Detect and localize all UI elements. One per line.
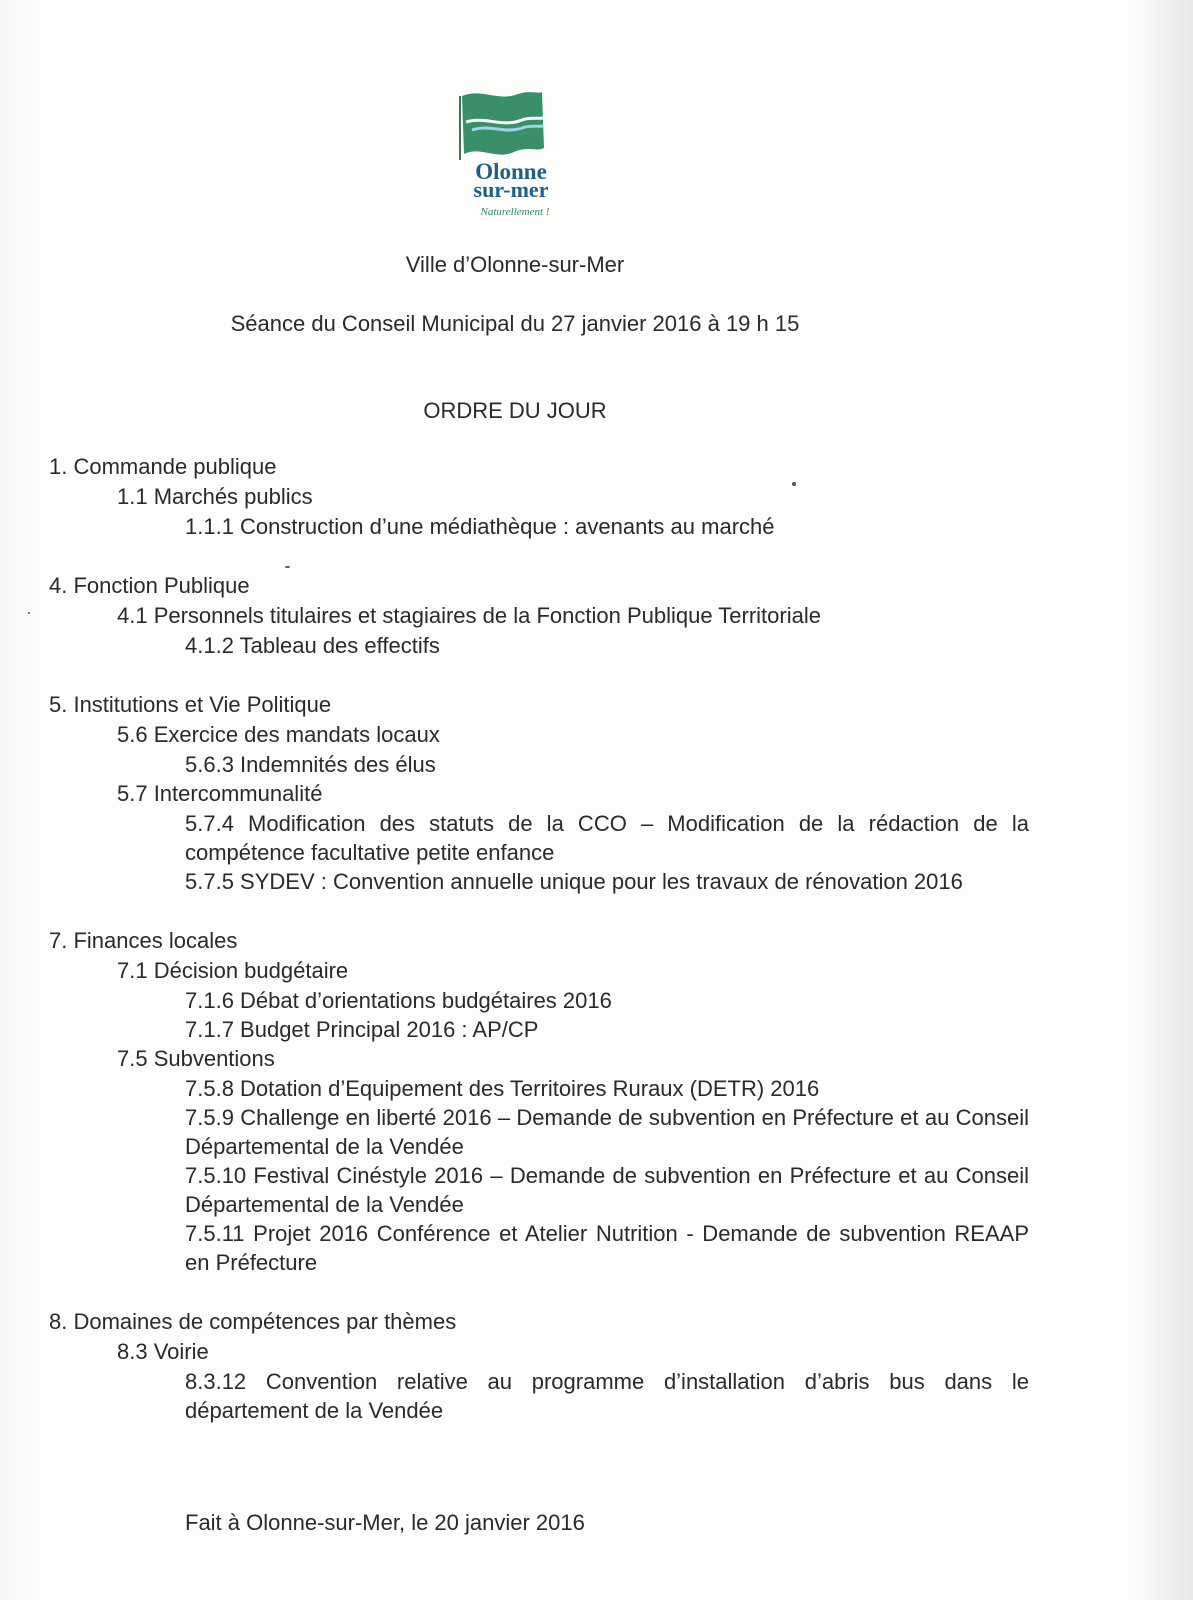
agenda-item: 7.1.6 Débat d’orientations budgétaires 2016: [185, 988, 612, 1013]
logo-line-1: Olonne: [475, 159, 547, 184]
agenda-item: 5.7.5 SYDEV : Convention annuelle unique pour les travaux de rénovation 2016: [185, 869, 963, 894]
subsection-title: 5.7 Intercommunalité: [117, 781, 323, 806]
agenda-item: 7.5.11 Projet 2016 Conférence et Atelier Nutrition - Demande de subvention REAAP en Préfecture: [185, 1221, 1029, 1275]
scan-speck: [285, 566, 290, 568]
city-name: Ville d’Olonne-sur-Mer: [405, 252, 625, 277]
signature-line: Fait à Olonne-sur-Mer, le 20 janvier 2016: [185, 1510, 585, 1535]
agenda-item: 5.7.4 Modification des statuts de la CCO – Modification de la rédaction de la compétence facultative petite enfance: [185, 811, 1029, 865]
subsection-title: 7.5 Subventions: [117, 1046, 275, 1071]
agenda-item: 7.5.9 Challenge en liberté 2016 – Demande de subvention en Préfecture et au Conseil Départemental de la Vendée: [185, 1105, 1029, 1159]
subsection-title: 4.1 Personnels titulaires et stagiaires de la Fonction Publique Territoriale: [117, 603, 821, 628]
section-title: 7. Finances locales: [49, 928, 238, 953]
section-title: 5. Institutions et Vie Politique: [49, 692, 332, 717]
page-edge-shadow: [1133, 0, 1193, 1600]
subsection-title: 5.6 Exercice des mandats locaux: [117, 722, 440, 747]
logo-wordmark: [456, 159, 566, 222]
agenda-section-5: [49, 690, 1049, 896]
section-title: 8. Domaines de compétences par thèmes: [49, 1309, 457, 1334]
section-title: 4. Fonction Publique: [49, 573, 250, 598]
subsection-title: 1.1 Marchés publics: [117, 484, 313, 509]
session-title: Séance du Conseil Municipal du 27 janvier 2016 à 19 h 15: [230, 311, 800, 336]
agenda-item: 1.1.1 Construction d’une médiathèque : avenants au marché: [185, 514, 775, 539]
olonne-logo: [456, 88, 566, 228]
agenda-item: 8.3.12 Convention relative au programme d’installation d’abris bus dans le département de la Vendée: [185, 1369, 1029, 1423]
agenda-section-1: [49, 452, 1049, 541]
scan-speck: [792, 482, 796, 486]
subsection-title: 8.3 Voirie: [117, 1339, 209, 1364]
agenda-item: 7.5.10 Festival Cinéstyle 2016 – Demande de subvention en Préfecture et au Conseil Départemental de la Vendée: [185, 1163, 1029, 1217]
agenda-heading: ORDRE DU JOUR: [423, 398, 607, 423]
subsection-title: 7.1 Décision budgétaire: [117, 958, 349, 983]
agenda-item: 5.6.3 Indemnités des élus: [185, 752, 436, 777]
logo-tagline: Naturellement !: [480, 206, 550, 218]
flag-icon: [456, 88, 566, 162]
agenda-section-4: [49, 571, 1049, 660]
agenda-item: 7.5.8 Dotation d’Equipement des Territoires Ruraux (DETR) 2016: [185, 1076, 820, 1101]
logo-line-2: sur-mer: [473, 177, 549, 202]
section-title: 1. Commande publique: [49, 454, 277, 479]
agenda-item: 4.1.2 Tableau des effectifs: [185, 633, 440, 658]
agenda-item: 7.1.7 Budget Principal 2016 : AP/CP: [185, 1017, 539, 1042]
agenda-section-7: [49, 926, 1049, 1277]
scan-speck: [28, 612, 30, 614]
agenda-list: [49, 452, 1049, 1455]
agenda-section-8: [49, 1307, 1049, 1425]
